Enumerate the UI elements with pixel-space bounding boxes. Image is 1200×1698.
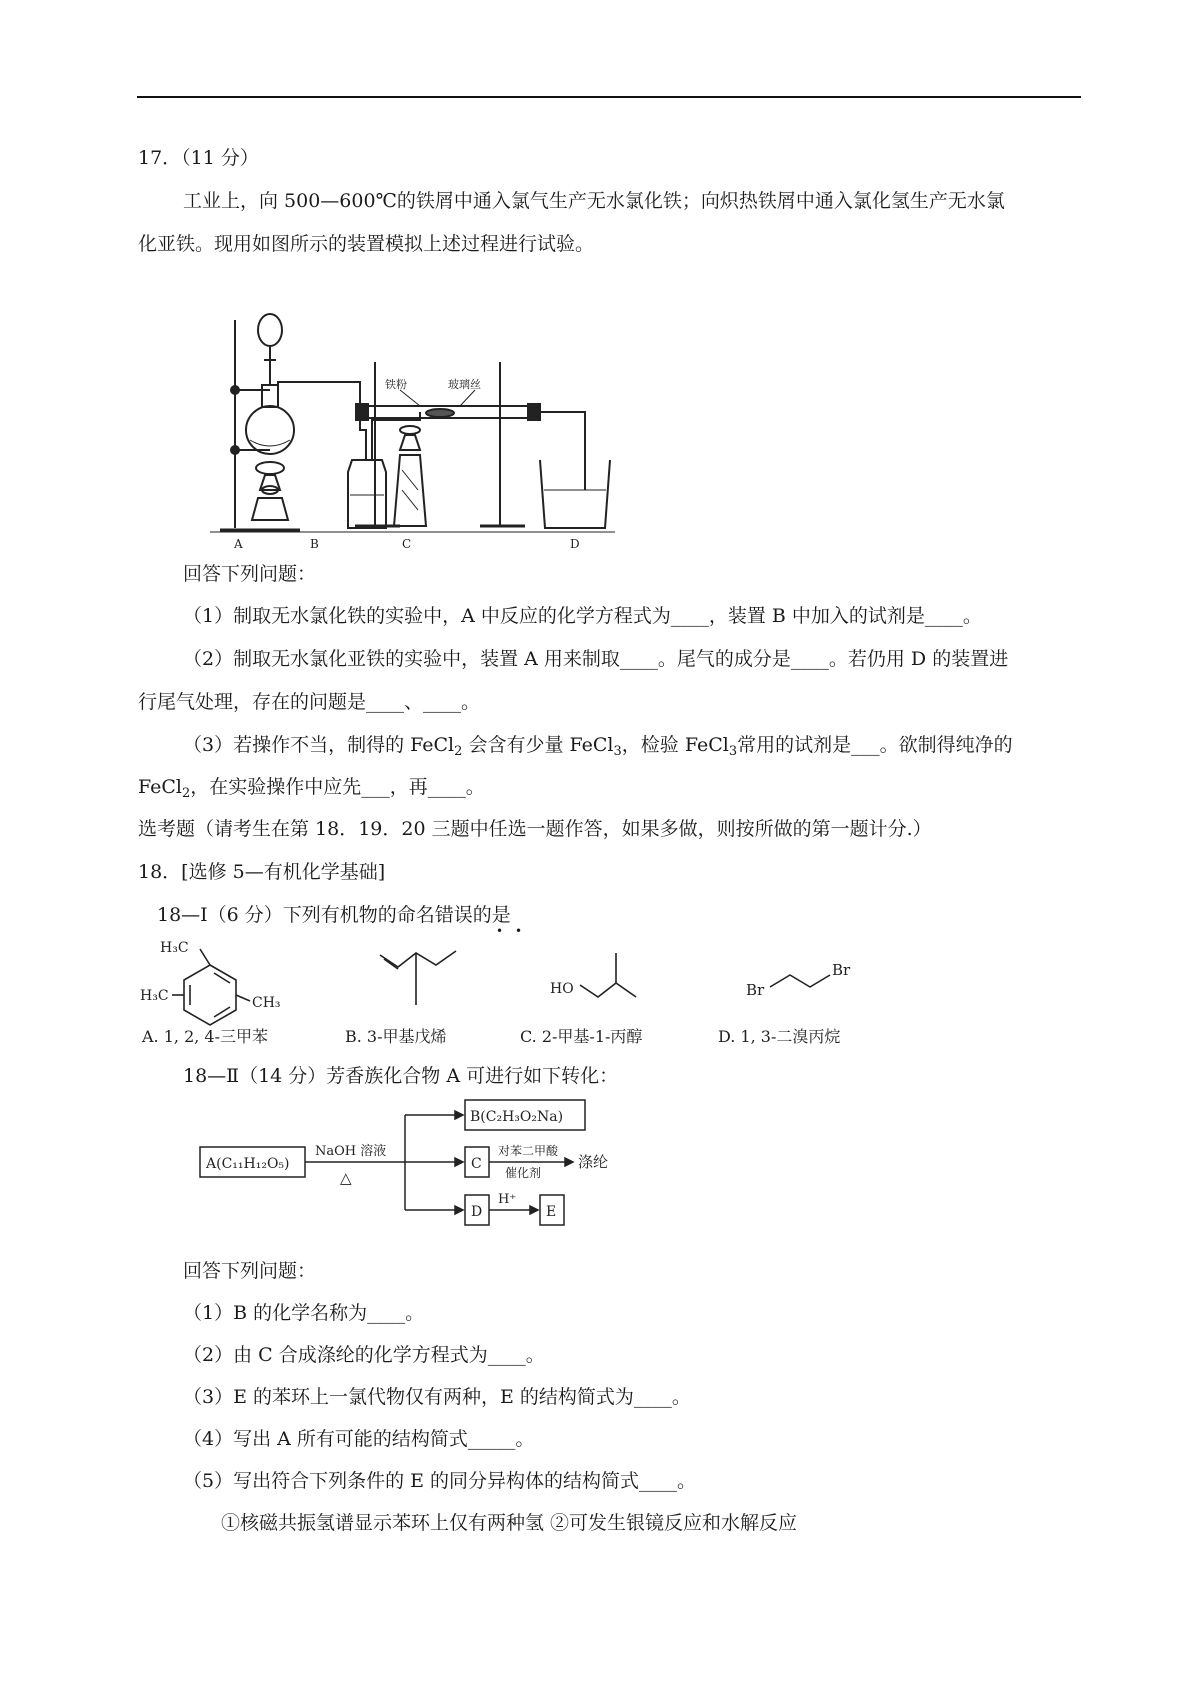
option-a: A. 1, 2, 4-三甲苯 (142, 1027, 269, 1046)
scheme-c-reagent-top: 对苯二甲酸 (498, 1144, 559, 1158)
scheme-d-box: D (471, 1204, 483, 1220)
apparatus-figure (210, 290, 640, 552)
q17-part-2-line-2: 行尾气处理，存在的问题是____、____。 (138, 691, 481, 713)
scheme-reagent: NaOH 溶液 (315, 1144, 387, 1159)
scheme-product: 涤纶 (578, 1153, 609, 1171)
q17-part-1: （1）制取无水氯化铁的实验中，A 中反应的化学方程式为____，装置 B 中加入的试剂是____。 (183, 605, 982, 627)
q18-part-2-prompt: 18—Ⅱ（14 分）芳香族化合物 A 可进行如下转化： (183, 1065, 619, 1087)
label-glass-wool: 玻璃丝 (448, 378, 481, 391)
emphasis-dot: • (496, 924, 504, 938)
q18-answer-prompt: 回答下列问题： (183, 1260, 317, 1282)
scheme-c-box: C (471, 1156, 482, 1172)
scheme-e-box: E (546, 1204, 557, 1220)
q18-part-1-prompt: 18—Ⅰ（6 分）下列有机物的命名错误的是 (157, 904, 511, 926)
reaction-scheme (180, 1095, 660, 1230)
q17-header: 17．（11 分） (138, 147, 259, 169)
q17-part-3-line-1: （3）若操作不当，制得的 FeCl$_2$ 会含有少量 FeCl$_3$，检验 FeCl$_3$常用的试剂是___。欲制得纯净的 (183, 734, 1013, 759)
label-iron-powder: 铁粉 (385, 378, 407, 391)
q17-intro-line-2: 化亚铁。现用如图所示的装置模拟上述过程进行试验。 (138, 233, 595, 255)
top-rule (137, 96, 1081, 98)
label-a: A (234, 537, 243, 551)
q17-part-3-line-2: FeCl$_2$，在实验操作中应先___，再____。 (138, 776, 485, 801)
scheme-c-reagent-bottom: 催化剂 (505, 1166, 542, 1180)
q18-sub-1: （1）B 的化学名称为____。 (183, 1302, 425, 1324)
label-br-right: Br (832, 961, 851, 979)
q18-sub-5: （5）写出符合下列条件的 E 的同分异构体的结构简式____。 (183, 1470, 697, 1492)
label-b: B (310, 537, 319, 551)
label-br-left: Br (746, 981, 765, 999)
label-h3c-top: H₃C (160, 940, 189, 956)
label-h3c-left: H₃C (140, 988, 169, 1004)
label-ch3: CH₃ (252, 995, 281, 1011)
label-c: C (402, 537, 412, 551)
option-d: D. 1, 3-二溴丙烷 (718, 1027, 841, 1046)
scheme-b-box: B(C₂H₃O₂Na) (470, 1109, 564, 1125)
elective-note: 选考题（请考生在第 18．19．20 三题中任选一题作答，如果多做，则按所做的第一题计分.） (138, 818, 932, 840)
option-b: B. 3-甲基戊烯 (345, 1027, 447, 1046)
scheme-heat: △ (340, 1169, 352, 1187)
label-ho: HO (550, 981, 574, 997)
scheme-a-box: A(C₁₁H₁₂O₅) (206, 1156, 290, 1172)
label-d: D (570, 537, 580, 551)
q17-part-2-line-1: （2）制取无水氯化亚铁的实验中，装置 A 用来制取____。尾气的成分是____。若仍用 D 的装置进 (183, 648, 1009, 670)
q18-sub-2: （2）由 C 合成涤纶的化学方程式为____。 (183, 1344, 545, 1366)
option-c: C. 2-甲基-1-丙醇 (520, 1027, 643, 1046)
q17-answer-prompt: 回答下列问题： (183, 563, 317, 585)
emphasis-dot: • (515, 924, 523, 938)
q18-sub-4: （4）写出 A 所有可能的结构简式_____。 (183, 1428, 535, 1450)
q18-conditions: ①核磁共振氢谱显示苯环上仅有两种氢 ②可发生银镜反应和水解反应 (221, 1512, 798, 1534)
q18-sub-3: （3）E 的苯环上一氯代物仅有两种，E 的结构简式为____。 (183, 1386, 691, 1408)
naming-options-figure (140, 935, 885, 1050)
scheme-h-plus: H⁺ (498, 1192, 517, 1207)
q18-header: 18．[选修 5—有机化学基础] (138, 861, 386, 883)
q17-intro-line-1: 工业上，向 500—600℃的铁屑中通入氯气生产无水氯化铁；向炽热铁屑中通入氯化氢生产无水氯 (183, 190, 1005, 212)
